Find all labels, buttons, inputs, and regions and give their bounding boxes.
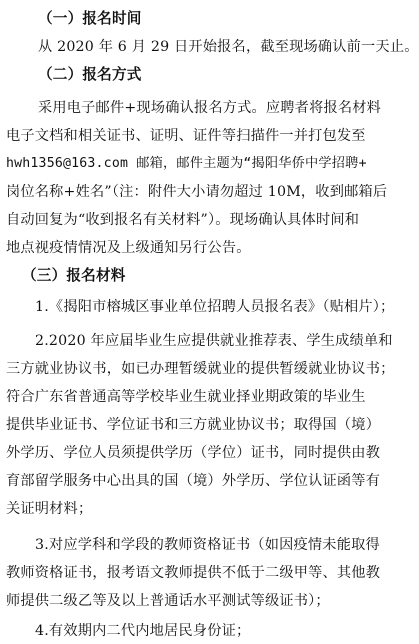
section-heading-registration-materials: （三）报名材料 [22,267,126,284]
paragraph-line: 提供毕业证书、学位证书和三方就业协议书；取得国（境） [6,417,381,433]
section-heading-registration-time: （一）报名时间 [38,10,142,27]
paragraph-line: 采用电子邮件+现场确认报名方式。应聘者将报名材料 [38,100,382,116]
paragraph-line: 岗位名称+姓名”（注：附件大小请勿超过 10M，收到邮箱后 [6,184,388,200]
paragraph-line: 育部留学服务中心出具的国（境）外学历、学位认证函等有 [6,473,381,489]
paragraph-line: 教师资格证书，报考语文教师提供不低于二级甲等、其他教 [6,565,381,581]
list-item-line: 2.2020 年应届毕业生应提供就业推荐表、学生成绩单和 [35,333,393,349]
paragraph-line: 符合广东省普通高等学校毕业生就业择业期政策的毕业生 [6,389,366,405]
section-heading-registration-method: （二）报名方式 [38,66,142,83]
paragraph-line-email: hwh1356@163.com 邮箱，邮件主题为“揭阳华侨中学招聘+ [6,156,367,171]
list-item-line: 3.对应学科和学段的教师资格证书（如因疫情未能取得 [35,537,380,553]
paragraph-line: 从 2020 年 6 月 29 日开始报名，截至现场确认前一天止。 [38,39,419,55]
paragraph-line: 电子文档和相关证书、证明、证件等扫描件一并打包发至 [6,128,366,144]
list-item-line: 4.有效期内二代内地居民身份证； [35,623,251,639]
paragraph-line: 关证明材料； [6,501,93,517]
paragraph-line: 三方就业协议书，如已办理暂缓就业的提供暂缓就业协议书； [6,361,395,377]
paragraph-line: 自动回复为“收到报名有关材料”）。现场确认具体时间和 [6,212,360,228]
paragraph-line: 外学历、学位人员须提供学历（学位）证书，同时提供由教 [6,445,381,461]
paragraph-line: 师提供二级乙等及以上普通话水平测试等级证书）； [6,593,330,609]
paragraph-line: 地点视疫情情况及上级通知另行公告。 [6,240,251,256]
list-item-line: 1.《揭阳市榕城区事业单位招聘人员报名表》（贴相片）； [35,299,395,315]
